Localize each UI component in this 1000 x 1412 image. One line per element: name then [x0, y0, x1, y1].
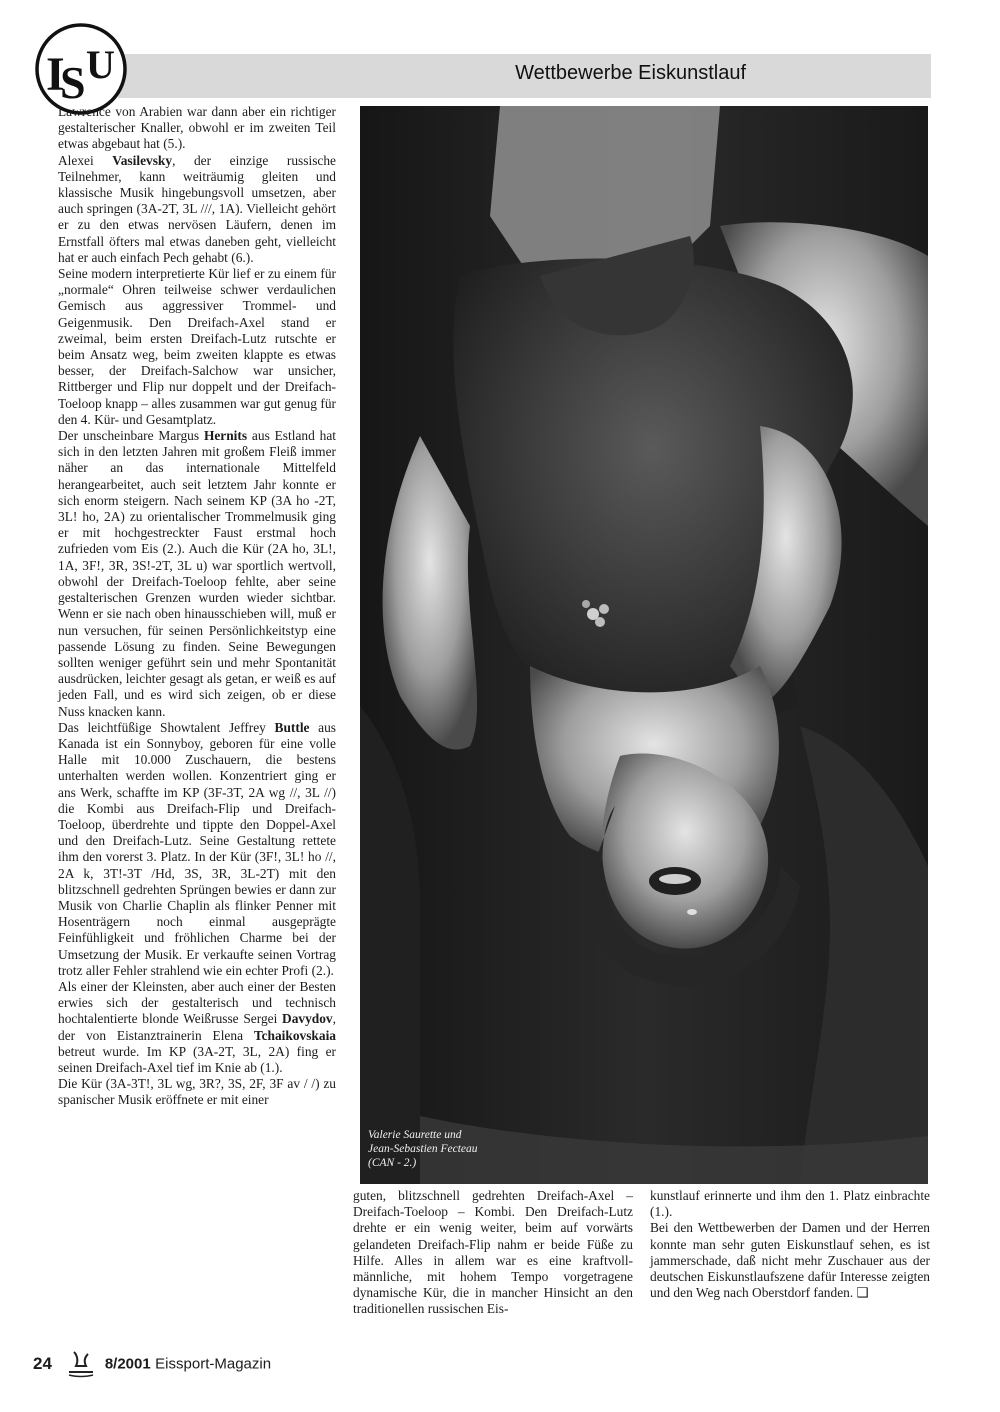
skating-photo	[360, 106, 928, 1184]
article-column-left	[58, 104, 336, 1109]
article-paragraph	[58, 428, 336, 720]
text-run: Bei den Wettbewerben der Damen und der Herren konnte man sehr guten Eiskunstlauf sehen, es ist jammerschade, daß nicht mehr Zuschauer aus der deutschen Eiskunstlaufszene dafür Interesse zeigten und den Weg nach Oberstdorf fanden.	[650, 1220, 930, 1301]
page-header-title: Wettbewerbe Eiskunstlauf	[515, 62, 746, 84]
skate-icon	[66, 1350, 96, 1378]
text-run: aus Kanada ist ein Sonnyboy, geboren für eine volle Halle mit 10.000 Zuschauern, die bestens unterhalten werden wollen. Konzentriert ging er ans Werk, schaffte im KP (3F-3T, 2A wg //, 3L //) die Kombi aus Dreifach-Flip und Dreifach-Toeloop, überdrehte und tippte den Doppel-Axel und den Dreifach-Lutz. Seine Gestaltung rettete ihm den vorerst 3. Platz. In der Kür (3F!, 3L! ho //, 2A k, 3T!-3T /Hd, 3S, 3R, 3L-2T) mit den blitzschnell gedrehten Sprüngen bewies er dann zur Musik von Charlie Chaplin als flinker Penner mit Hosenträgern noch einmal ausgeprägte Feinfühligkeit und fröhlichen Charme bei der Umsetzung der Musik. Er verkaufte seinen Vortrag trotz aller Fehler strahlend wie ein echter Profi (2.).	[58, 719, 336, 978]
text-run: Das leichtfüßige Showtalent Jeffrey	[58, 719, 275, 735]
article-paragraph	[650, 1188, 930, 1220]
article-column-middle	[353, 1188, 633, 1318]
article-paragraph	[58, 153, 336, 266]
text-run: Seine modern interpretierte Kür lief er zu einem für „normale“ Ohren teilweise schwer verdaulichen Gemisch aus aggressiver Trommel- und Geigenmusik. Den Dreifach-Axel stand er zweimal, beim ersten Dreifach-Lutz rutschte er beim Ansatz weg, beim zweiten klappte es etwas besser, der Dreifach-Salchow war unsicher, Rittberger und Flip nur doppelt und der Dreifach-Toeloop knapp – alles zusammen war gut genug für den 4. Kür- und Gesamtplatz.	[58, 266, 336, 427]
page-footer	[33, 1350, 271, 1378]
page-number: 24	[33, 1354, 52, 1373]
article-paragraph	[58, 104, 336, 153]
article-paragraph	[58, 979, 336, 1076]
svg-text:I: I	[46, 48, 65, 101]
caption-line: Jean-Sebastien Fecteau	[368, 1143, 478, 1155]
caption-line: Valerie Saurette und	[368, 1129, 462, 1141]
caption-line: (CAN - 2.)	[368, 1157, 417, 1169]
text-run: kunstlauf erinnerte und ihm den 1. Platz einbrachte (1.).	[650, 1188, 930, 1220]
bold-name: Vasilevsky	[112, 152, 173, 168]
article-paragraph	[58, 266, 336, 428]
bold-name: Buttle	[274, 719, 310, 735]
text-run: Der unscheinbare Margus	[58, 428, 204, 444]
text-run: Lawrence von Arabien war dann aber ein richtiger gestalterischer Knaller, obwohl er im zweiten Teil etwas abgebaut hat (5.).	[58, 104, 336, 152]
bold-name: Hernits	[203, 428, 248, 444]
magazine-name: Eissport-Magazin	[155, 1355, 272, 1373]
text-run: , der von Eistanztrainerin Elena	[58, 1011, 336, 1043]
text-run: ❑	[856, 1285, 869, 1301]
text-run: , der einzige russische Teilnehmer, kann weiträumig gleiten und klassische Musik hingebungsvoll umsetzen, aber auch springen (3A-2T, 3L ///, 1A). Vielleicht gehört er zu den etwas nervösen Läufern, denen im Ernstfall öfters mal etwas daneben geht, vielleicht hat er auch einfach Pech gehabt (6.).	[58, 152, 336, 265]
text-run: betreut wurde. Im KP (3A-2T, 3L, 2A) fing er seinen Dreifach-Axel tief im Knie ab (1.).	[58, 1043, 336, 1075]
isu-logo	[34, 22, 128, 116]
bold-name: Tchaikovskaia	[253, 1027, 336, 1043]
article-column-right	[650, 1188, 930, 1301]
article-paragraph	[650, 1220, 930, 1301]
svg-text:S: S	[60, 57, 86, 108]
svg-text:U: U	[86, 42, 115, 87]
text-run: Die Kür (3A-3T!, 3L wg, 3R?, 3S, 2F, 3F av / /) zu spanischer Musik eröffnete er mit einer	[58, 1076, 336, 1108]
text-run: Alexei	[58, 152, 113, 168]
article-paragraph	[58, 1076, 336, 1108]
text-run: Als einer der Kleinsten, aber auch einer der Besten erwies sich der gestalterisch und technisch hochtalentierte blonde Weißrusse Sergei	[58, 978, 336, 1027]
text-run: guten, blitzschnell gedrehten Dreifach-Axel – Dreifach-Toeloop – Kombi. Den Dreifach-Lutz drehte er ein wenig weiter, beim auf vorwärts gelandeten Dreifach-Flip nahm er beide Füße zu Hilfe. Alles in allem war es eine kraftvoll-männliche, mit hohem Tempo vorgetragene dynamische Kür, die in mancher Hinsicht an den traditionellen russischen Eis-	[353, 1188, 633, 1317]
photo-caption	[368, 1128, 528, 1170]
issue-number: 8/2001	[104, 1355, 151, 1373]
article-paragraph	[58, 720, 336, 979]
text-run: aus Estland hat sich in den letzten Jahren mit großem Fleiß immer näher an das internationale Mittelfeld herangearbeitet, auch seit letztem Jahr konnte er sich enorm steigern. Nach seinem KP (3A ho -2T, 3L! ho, 2A) zu orientalischer Trommelmusik ging er mit hochgestreckter Faust erstmal hoch zufrieden vom Eis (2.). Auch die Kür (2A ho, 3L!, 1A, 3F!, 3R, 3S!-2T, 3L u) war sportlich wertvoll, obwohl der Dreifach-Toeloop fehlte, aber seine gestalterischen Grenzen wurden wieder sichtbar. Wenn er sie nach oben hinausschieben will, muß er nun versuchen, für seinen Persönlichkeitstyp eine passende Lösung zu finden. Seine Bewegungen sollten weniger geführt sein und mehr Spontanität ausdrücken, leichter gesagt als getan, er weiß es auf jeden Fall, und es wird sich zeigen, ob er diese Nuss knacken kann.	[58, 428, 336, 719]
article-paragraph	[353, 1188, 633, 1318]
bold-name: Davydov	[282, 1011, 333, 1027]
